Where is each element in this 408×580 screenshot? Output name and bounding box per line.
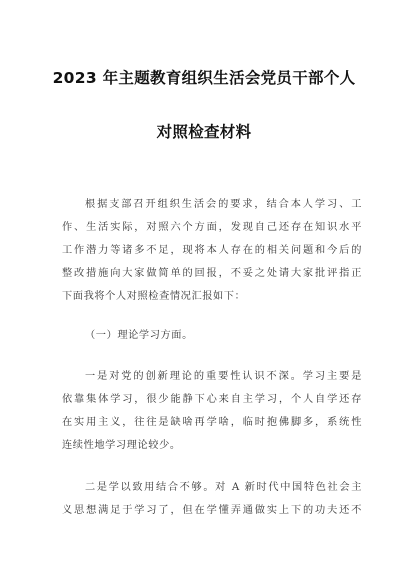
intro-line: 根据支部召开组织生活会的要求，结合本人学习、工 <box>85 199 362 210</box>
intro-line: 作、生活实际，对照六个方面，发现自己还存在知识水平 <box>62 222 362 233</box>
document-title-line-1: 2023 年主题教育组织生活会党员干部个人 <box>52 69 356 87</box>
point-1-line: 依靠集体学习，很少能静下心来自主学习，个人自学还存 <box>62 394 362 405</box>
point-2-line: 义思想满足于学习了，但在学懂弄通做实上下的功夫还不 <box>62 505 362 516</box>
point-1-line: 连续性地学习理论较少。 <box>62 440 181 451</box>
intro-line: 下面我将个人对照检查情况汇报如下： <box>62 291 246 302</box>
point-1-line: 一是对党的创新理论的重要性认识不深。学习主要是 <box>85 371 362 382</box>
section-heading: （一）理论学习方面。 <box>85 330 193 341</box>
document-title-line-2: 对照检查材料 <box>156 123 252 141</box>
point-1-line: 在实用主义，往往是缺啥再学啥，临时抱佛脚多，系统性 <box>62 417 362 428</box>
intro-line: 整改措施向大家做简单的回报，不妥之处请大家批评指正 <box>62 268 362 279</box>
intro-line: 工作潜力等诸多不足，现将本人存在的相关问题和今后的 <box>62 245 362 256</box>
point-2-line: 二是学以致用结合不够。对 A 新时代中国特色社会主 <box>85 482 362 493</box>
